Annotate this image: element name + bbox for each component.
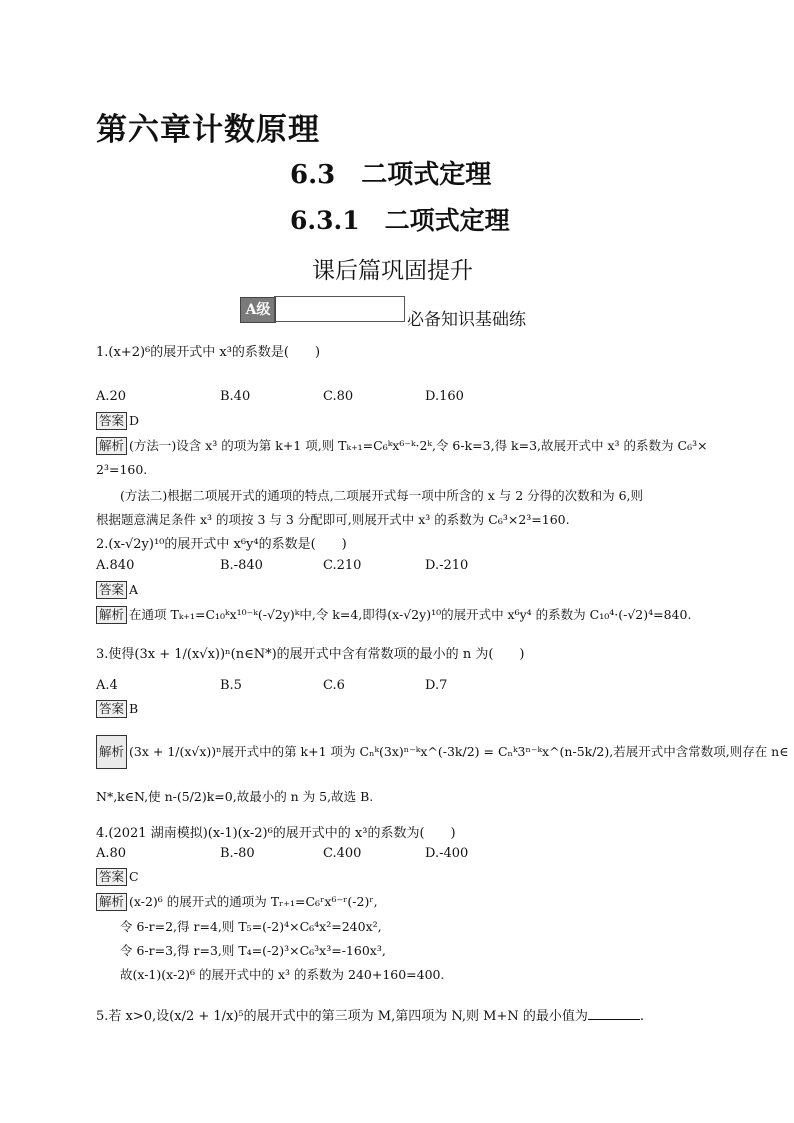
option-4a: A.80	[96, 846, 127, 861]
solution-3-line-1: (3x + 1/(x√x))ⁿ展开式中的第 k+1 项为 Cₙᵏ(3x)ⁿ⁻ᵏx^(-3k/2) = Cₙᵏ3ⁿ⁻ᵏx^(n-5k/2),若展开式中含常数项,则存在 n∈	[129, 744, 789, 759]
question-5-text: 5.若 x>0,设(x/2 + 1/x)⁵的展开式中的第三项为 M,第四项为 N,则 M+N 的最小值为	[96, 1009, 588, 1024]
solution-4-line-4: 故(x-1)(x-2)⁶ 的展开式中的 x³ 的系数为 240+160=400.	[120, 967, 445, 982]
answer-tag: 答案	[96, 412, 127, 430]
solution-row-1	[96, 436, 708, 455]
answer-row-2	[96, 581, 138, 599]
answer-value-3: B	[129, 701, 139, 716]
question-stem-2: 2.(x-√2y)¹⁰的展开式中 x⁶y⁴的系数是( )	[96, 537, 347, 552]
level-title: 必备知识基础练	[407, 310, 526, 330]
answer-tag: 答案	[96, 868, 127, 886]
solution-tag: 解析	[96, 437, 127, 455]
option-2a: A.840	[96, 558, 135, 573]
level-box	[274, 296, 405, 322]
option-2b: B.-840	[220, 558, 263, 573]
option-3c: C.6	[323, 678, 345, 693]
solution-row-4	[96, 892, 378, 911]
answer-row-4	[96, 868, 139, 886]
solution-2-line-1: 在通项 Tₖ₊₁=C₁₀ᵏx¹⁰⁻ᵏ(-√2y)ᵏ中,令 k=4,即得(x-√2y)¹⁰的展开式中 x⁶y⁴ 的系数为 C₁₀⁴·(-√2)⁴=840.	[129, 607, 692, 622]
answer-tag: 答案	[96, 700, 127, 718]
after-class-title: 课后篇巩固提升	[312, 258, 473, 284]
solution-1-line-3: (方法二)根据二项展开式的通项的特点,二项展开式每一项中所含的 x 与 2 分得的次数和为 6,则	[120, 488, 644, 503]
solution-1-line-4: 根据题意满足条件 x³ 的项按 3 与 3 分配即可,则展开式中 x³ 的系数为 C₆³×2³=160.	[96, 512, 570, 527]
section-title: 6.3 二项式定理	[290, 160, 492, 190]
option-1c: C.80	[323, 389, 354, 404]
option-4b: B.-80	[220, 846, 255, 861]
answer-blank	[588, 1007, 640, 1020]
option-1d: D.160	[425, 389, 464, 404]
option-1a: A.20	[96, 389, 127, 404]
chapter-title: 第六章计数原理	[96, 112, 320, 148]
option-4d: D.-400	[425, 846, 469, 861]
answer-row-3	[96, 700, 138, 718]
answer-value-2: A	[129, 582, 139, 597]
option-1b: B.40	[220, 389, 251, 404]
option-3b: B.5	[220, 678, 242, 693]
option-3d: D.7	[425, 678, 448, 693]
level-tag: A级	[240, 297, 276, 323]
question-5-end: .	[639, 1009, 645, 1024]
option-4c: C.400	[323, 846, 362, 861]
solution-4-line-3: 令 6-r=3,得 r=3,则 T₄=(-2)³×C₆³x³=-160x³,	[120, 943, 386, 958]
solution-4-line-2: 令 6-r=2,得 r=4,则 T₅=(-2)⁴×C₆⁴x²=240x²,	[120, 919, 382, 934]
answer-value-1: D	[129, 413, 140, 428]
subsection-title: 6.3.1 二项式定理	[290, 206, 510, 235]
solution-tag: 解析	[96, 893, 127, 911]
option-2d: D.-210	[425, 558, 469, 573]
solution-tag: 解析	[96, 606, 127, 624]
answer-tag: 答案	[96, 581, 127, 599]
answer-value-4: C	[129, 869, 139, 884]
solution-4-line-1: (x-2)⁶ 的展开式的通项为 Tᵣ₊₁=C₆ʳx⁶⁻ʳ(-2)ʳ,	[129, 894, 378, 909]
question-stem-3: 3.使得(3x + 1/(x√x))ⁿ(n∈N*)的展开式中含有常数项的最小的 n 为( )	[96, 647, 525, 662]
option-2c: C.210	[323, 558, 362, 573]
question-stem-5	[96, 1005, 644, 1024]
solution-3-line-2: N*,k∈N,使 n-(5/2)k=0,故最小的 n 为 5,故选 B.	[96, 789, 374, 804]
solution-row-2	[96, 605, 691, 624]
question-stem-1: 1.(x+2)⁶的展开式中 x³的系数是( )	[96, 345, 321, 360]
solution-1-line-2: 2³=160.	[96, 462, 148, 477]
solution-1-line-1: (方法一)设含 x³ 的项为第 k+1 项,则 Tₖ₊₁=C₆ᵏx⁶⁻ᵏ·2ᵏ,令 6-k=3,得 k=3,故展开式中 x³ 的系数为 C₆³×	[129, 438, 708, 453]
answer-row-1	[96, 412, 139, 430]
solution-row-3	[96, 735, 788, 769]
option-3a: A.4	[96, 678, 118, 693]
question-stem-4: 4.(2021 湖南模拟)(x-1)(x-2)⁶的展开式中的 x³的系数为( )	[96, 826, 456, 841]
solution-tag: 解析	[96, 735, 127, 769]
